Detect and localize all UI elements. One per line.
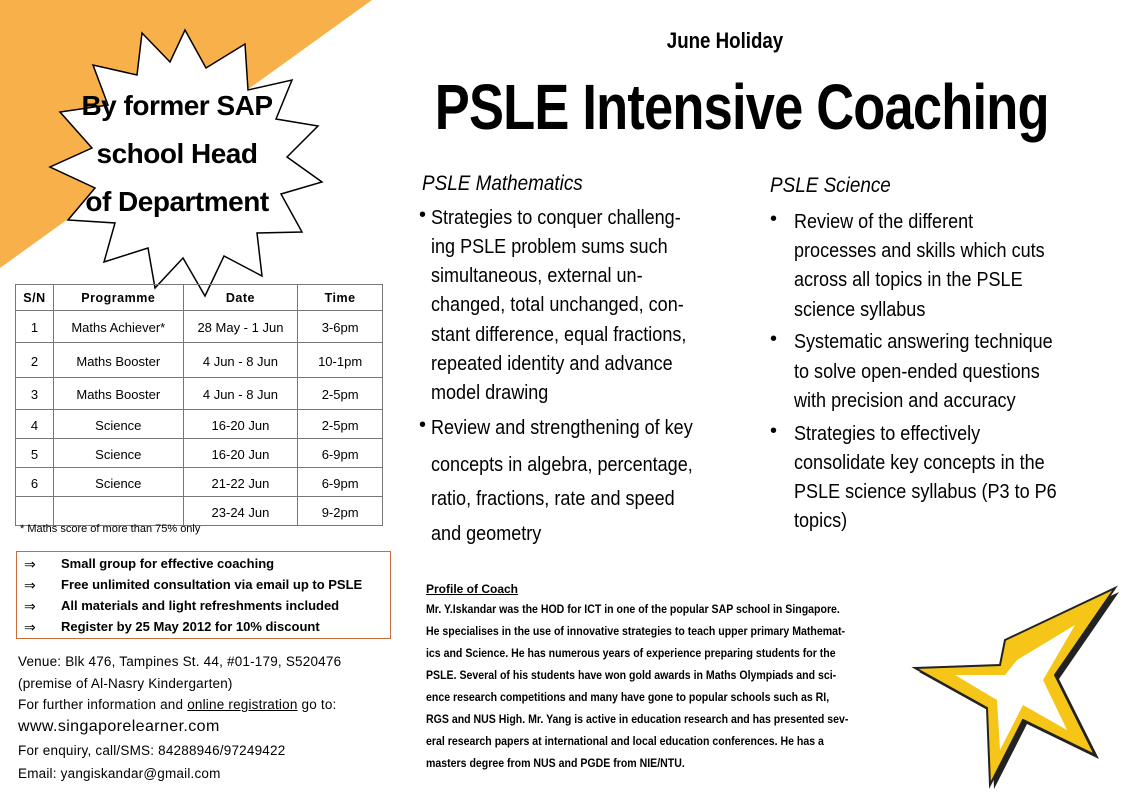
arrow-icon: ⇒ [24,577,36,593]
table-cell: 1 [16,311,54,343]
table-cell: 5 [16,439,54,468]
table-cell: 9-2pm [298,497,383,526]
table-cell: 16-20 Jun [183,439,298,468]
profile-line: eral research papers at international and local education conferences. He has a [426,734,824,748]
math-line: and geometry [431,522,542,545]
profile-line: ics and Science. He has numerous years of experience preparing students for the [426,646,836,660]
benefits-box [16,551,391,639]
table-cell: Maths Booster [53,378,183,410]
profile-heading: Profile of Coach [426,582,519,596]
science-line: to solve open-ended questions [794,360,1040,383]
math-line: changed, total unchanged, con- [431,293,684,316]
science-line: processes and skills which cuts [794,239,1045,262]
table-row [16,410,383,439]
table-cell: 23-24 Jun [183,497,298,526]
math-line: Strategies to conquer challeng- [431,206,681,229]
table-cell: Science [53,410,183,439]
math-line: simultaneous, external un- [431,264,643,287]
math-line: model drawing [431,381,549,404]
table-cell [53,497,183,526]
science-line: Strategies to effectively [794,422,981,445]
science-line: PSLE science syllabus (P3 to P6 [794,480,1057,503]
math-line: ratio, fractions, rate and speed [431,487,675,510]
math-line: stant difference, equal fractions, [431,323,687,346]
benefit-item [17,555,390,576]
table-cell: 4 Jun - 8 Jun [183,378,298,410]
burst-line: By former SAP [81,90,273,121]
info-prefix: For further information and [18,697,188,712]
math-line: ing PSLE problem sums such [431,235,668,258]
table-row [16,497,383,526]
science-line: consolidate key concepts in the [794,451,1045,474]
math-line: Review and strengthening of key [431,416,693,439]
header-cell: Date [183,285,298,311]
table-cell: 10-1pm [298,343,383,378]
subtitle: June Holiday [666,28,784,53]
table-cell: 4 Jun - 8 Jun [183,343,298,378]
table-cell: 16-20 Jun [183,410,298,439]
table-cell: 3-6pm [298,311,383,343]
arrow-icon: ⇒ [24,619,36,635]
table-cell: 28 May - 1 Jun [183,311,298,343]
profile-line: ence research competitions and many have gone to popular schools such as RI, [426,690,830,704]
arrow-icon: ⇒ [24,598,36,614]
science-line: science syllabus [794,298,926,321]
table-cell: 2 [16,343,54,378]
table-row [16,311,383,343]
science-line: with precision and accuracy [794,389,1016,412]
profile-line: RGS and NUS High. Mr. Yang is active in education research and has presented sev- [426,712,849,726]
math-line: repeated identity and advance [431,352,673,375]
bullet-icon: • [770,328,778,350]
venue-text: Venue: Blk 476, Tampines St. 44, #01-179, S520476 [18,654,342,669]
enquiry-text: For enquiry, call/SMS: 84288946/97249422 [18,743,286,758]
info-line [18,697,337,712]
profile-line: PSLE. Several of his students have won gold awards in Maths Olympiads and sci- [426,668,837,682]
table-cell: 4 [16,410,54,439]
table-row [16,378,383,410]
science-line: topics) [794,509,848,532]
premise-text: (premise of Al-Nasry Kindergarten) [18,676,233,691]
table-cell: Maths Achiever* [53,311,183,343]
burst-line: school Head [96,138,258,169]
benefit-text: Small group for effective coaching [61,556,275,571]
email-text: Email: yangiskandar@gmail.com [18,766,221,781]
table-cell: 2-5pm [298,410,383,439]
burst-line: of Department [85,186,269,217]
header-cell: Time [298,285,383,311]
table-row [16,439,383,468]
table-cell: 6 [16,468,54,497]
benefit-item [17,597,390,618]
info-suffix: go to: [297,697,337,712]
table-cell: 2-5pm [298,378,383,410]
table-row [16,468,383,497]
bullet-icon: • [770,420,778,442]
table-row [16,343,383,378]
header-cell: Programme [53,285,183,311]
header-cell: S/N [16,285,54,311]
table-cell: Science [53,468,183,497]
profile-line: Mr. Y.Iskandar was the HOD for ICT in one of the popular SAP school in Singapore. [426,602,840,616]
star-icon [905,580,1120,790]
table-cell: 21-22 Jun [183,468,298,497]
bullet-icon: • [419,204,427,226]
math-heading: PSLE Mathematics [422,172,583,195]
table-cell: 6-9pm [298,468,383,497]
science-heading: PSLE Science [770,174,891,197]
table-cell: Science [53,439,183,468]
starburst-text [62,82,292,226]
science-line: across all topics in the PSLE [794,268,1023,291]
page-title: PSLE Intensive Coaching [434,71,1049,143]
table-cell: 6-9pm [298,439,383,468]
benefit-item [17,618,390,639]
benefit-text: All materials and light refreshments included [61,598,340,613]
arrow-icon: ⇒ [24,556,36,572]
benefit-item [17,576,390,597]
schedule-table [15,284,383,526]
profile-line: masters degree from NUS and PGDE from NIE/NTU. [426,756,685,770]
benefit-text: Register by 25 May 2012 for 10% discount [61,619,320,634]
table-header-row [16,285,383,311]
science-line: Systematic answering technique [794,330,1053,353]
profile-line: He specialises in the use of innovative strategies to teach upper primary Mathemat- [426,624,846,638]
online-registration-link[interactable]: online registration [187,697,298,712]
bullet-icon: • [770,208,778,230]
table-footnote: * Maths score of more than 75% only [20,523,201,535]
math-line: concepts in algebra, percentage, [431,453,693,476]
bullet-icon: • [419,414,427,436]
table-cell [16,497,54,526]
benefit-text: Free unlimited consultation via email up to PSLE [61,577,363,592]
website-link[interactable]: www.singaporelearner.com [18,718,220,735]
table-cell: Maths Booster [53,343,183,378]
science-line: Review of the different [794,210,974,233]
table-cell: 3 [16,378,54,410]
